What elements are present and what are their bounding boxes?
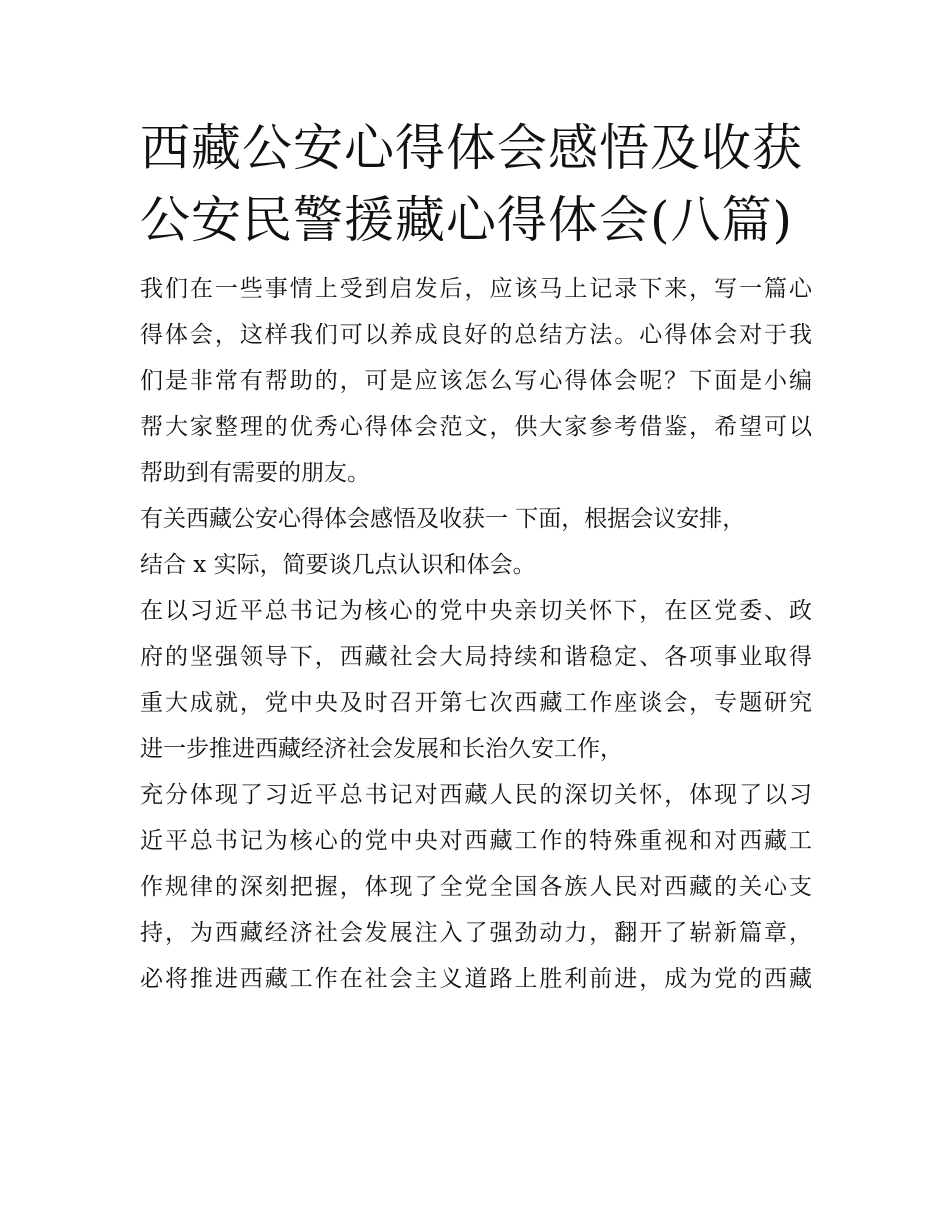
paragraph-line: 帮助到有需要的朋友。 <box>140 460 370 486</box>
paragraph-line: 近平总书记为核心的党中央对西藏工作的特殊重视和对西藏工 <box>140 828 812 854</box>
paragraph-section-one <box>140 496 812 588</box>
paragraph-significance <box>140 772 812 1002</box>
paragraph-line: 在以习近平总书记为核心的党中央亲切关怀下，在区党委、政 <box>140 598 812 624</box>
paragraph-intro <box>140 266 812 496</box>
paragraph-line: 府的坚强领导下，西藏社会大局持续和谐稳定、各项事业取得 <box>140 644 812 670</box>
document-page <box>140 112 812 1002</box>
document-body <box>140 266 812 1002</box>
paragraph-line: 作规律的深刻把握，体现了全党全国各族人民对西藏的关心支 <box>140 874 812 900</box>
paragraph-line: 我们在一些事情上受到启发后，应该马上记录下来，写一篇心 <box>140 276 812 302</box>
document-title <box>140 112 812 256</box>
title-line: 西藏公安心得体会感悟及收获 <box>140 119 803 177</box>
paragraph-context <box>140 588 812 772</box>
paragraph-line: 有关西藏公安心得体会感悟及收获一 下面，根据会议安排， <box>140 506 746 532</box>
paragraph-line: 们是非常有帮助的，可是应该怎么写心得体会呢？下面是小编 <box>140 368 812 394</box>
paragraph-line: 持，为西藏经济社会发展注入了强劲动力，翻开了崭新篇章， <box>140 920 812 946</box>
paragraph-line: 进一步推进西藏经济社会发展和长治久安工作， <box>140 736 623 762</box>
paragraph-line: 充分体现了习近平总书记对西藏人民的深切关怀，体现了以习 <box>140 782 812 808</box>
paragraph-line: 得体会，这样我们可以养成良好的总结方法。心得体会对于我 <box>140 322 812 348</box>
paragraph-line: 结合 x 实际，简要谈几点认识和体会。 <box>140 552 536 578</box>
paragraph-line: 必将推进西藏工作在社会主义道路上胜利前进，成为党的西藏 <box>140 966 812 992</box>
title-line: 公安民警援藏心得体会(八篇) <box>140 191 794 249</box>
paragraph-line: 重大成就，党中央及时召开第七次西藏工作座谈会，专题研究 <box>140 690 812 716</box>
paragraph-line: 帮大家整理的优秀心得体会范文，供大家参考借鉴，希望可以 <box>140 414 812 440</box>
